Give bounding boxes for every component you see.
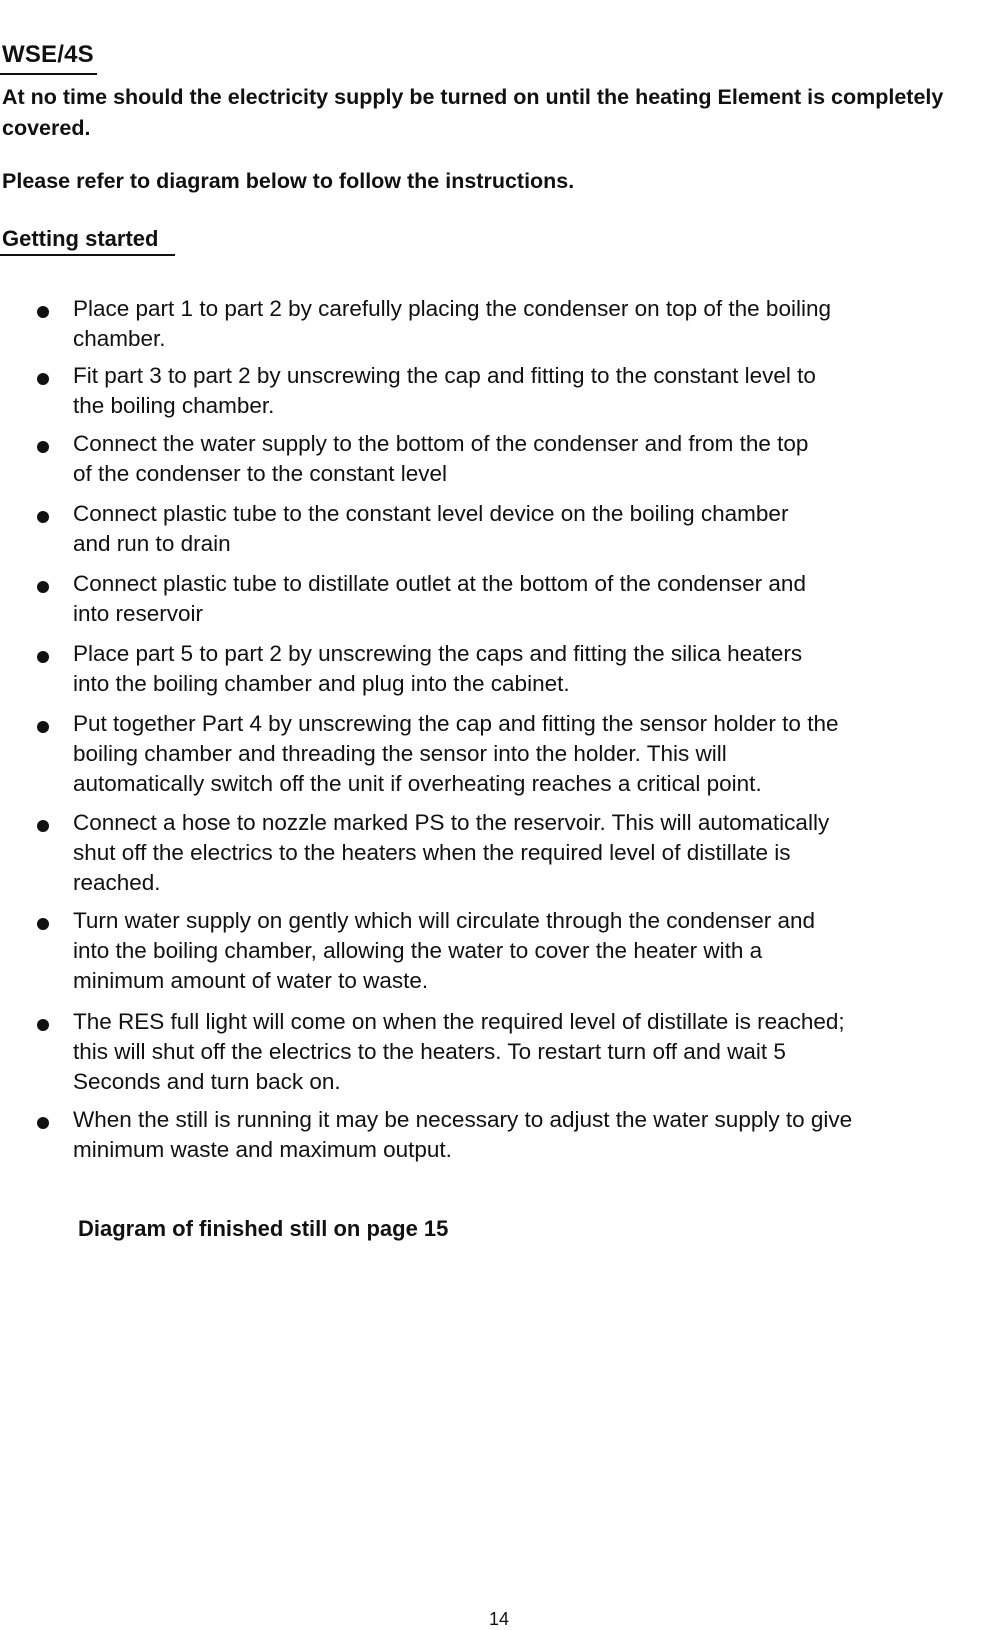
- page-number: 14: [489, 1609, 510, 1629]
- bullet-point-icon: [37, 441, 49, 453]
- instruction-text: Place part 1 to part 2 by carefully placing the condenser on top of the boiling chamber.: [73, 296, 831, 351]
- model-title: WSE/4S: [2, 41, 94, 68]
- instruction-text: Connect plastic tube to distillate outlet at the bottom of the condenser and into reservoir: [73, 571, 806, 626]
- instruction-text: Connect plastic tube to the constant level device on the boiling chamber and run to drain: [73, 501, 789, 556]
- instruction-text: Turn water supply on gently which will circulate through the condenser and into the boiling chamber, allowing the water to cover the heater with a minimum amount of water to waste.: [73, 908, 816, 993]
- instruction-text: When the still is running it may be necessary to adjust the water supply to give minimum waste and maximum output.: [73, 1107, 853, 1162]
- bullet-point-icon: [37, 373, 49, 385]
- instruction-text: The RES full light will come on when the required level of distillate is reached; this will shut off the electrics to the heaters. To restart turn off and wait 5 Seconds and turn back on.: [73, 1009, 845, 1094]
- section-heading-underline: [0, 254, 175, 256]
- bullet-point-icon: [37, 651, 49, 663]
- diagram-reference: Diagram of finished still on page 15: [78, 1216, 449, 1241]
- section-heading: Getting started: [2, 226, 159, 251]
- instruction-text: Connect the water supply to the bottom of the condenser and from the top of the condenser to the constant level: [73, 431, 809, 486]
- bullet-point-icon: [37, 306, 49, 318]
- instruction-text: Fit part 3 to part 2 by unscrewing the cap and fitting to the constant level to the boiling chamber.: [73, 363, 816, 418]
- instruction-text: Connect a hose to nozzle marked PS to the reservoir. This will automatically shut off the electrics to the heaters when the required level of distillate is reached.: [73, 810, 830, 895]
- diagram-instruction: Please refer to diagram below to follow the instructions.: [2, 169, 575, 193]
- bullet-point-icon: [37, 1019, 49, 1031]
- bullet-point-icon: [37, 1117, 49, 1129]
- electricity-warning: At no time should the electricity supply be turned on until the heating Element is completely covered.: [2, 85, 944, 140]
- instruction-text: Put together Part 4 by unscrewing the cap and fitting the sensor holder to the boiling chamber and threading the sensor into the holder. This will automatically switch off the unit if overheating reaches a critical point.: [73, 711, 839, 796]
- bullet-point-icon: [37, 918, 49, 930]
- model-title-underline: [0, 73, 97, 75]
- bullet-point-icon: [37, 820, 49, 832]
- bullet-point-icon: [37, 581, 49, 593]
- bullet-point-icon: [37, 511, 49, 523]
- bullet-point-icon: [37, 721, 49, 733]
- instruction-text: Place part 5 to part 2 by unscrewing the caps and fitting the silica heaters into the boiling chamber and plug into the cabinet.: [73, 641, 803, 696]
